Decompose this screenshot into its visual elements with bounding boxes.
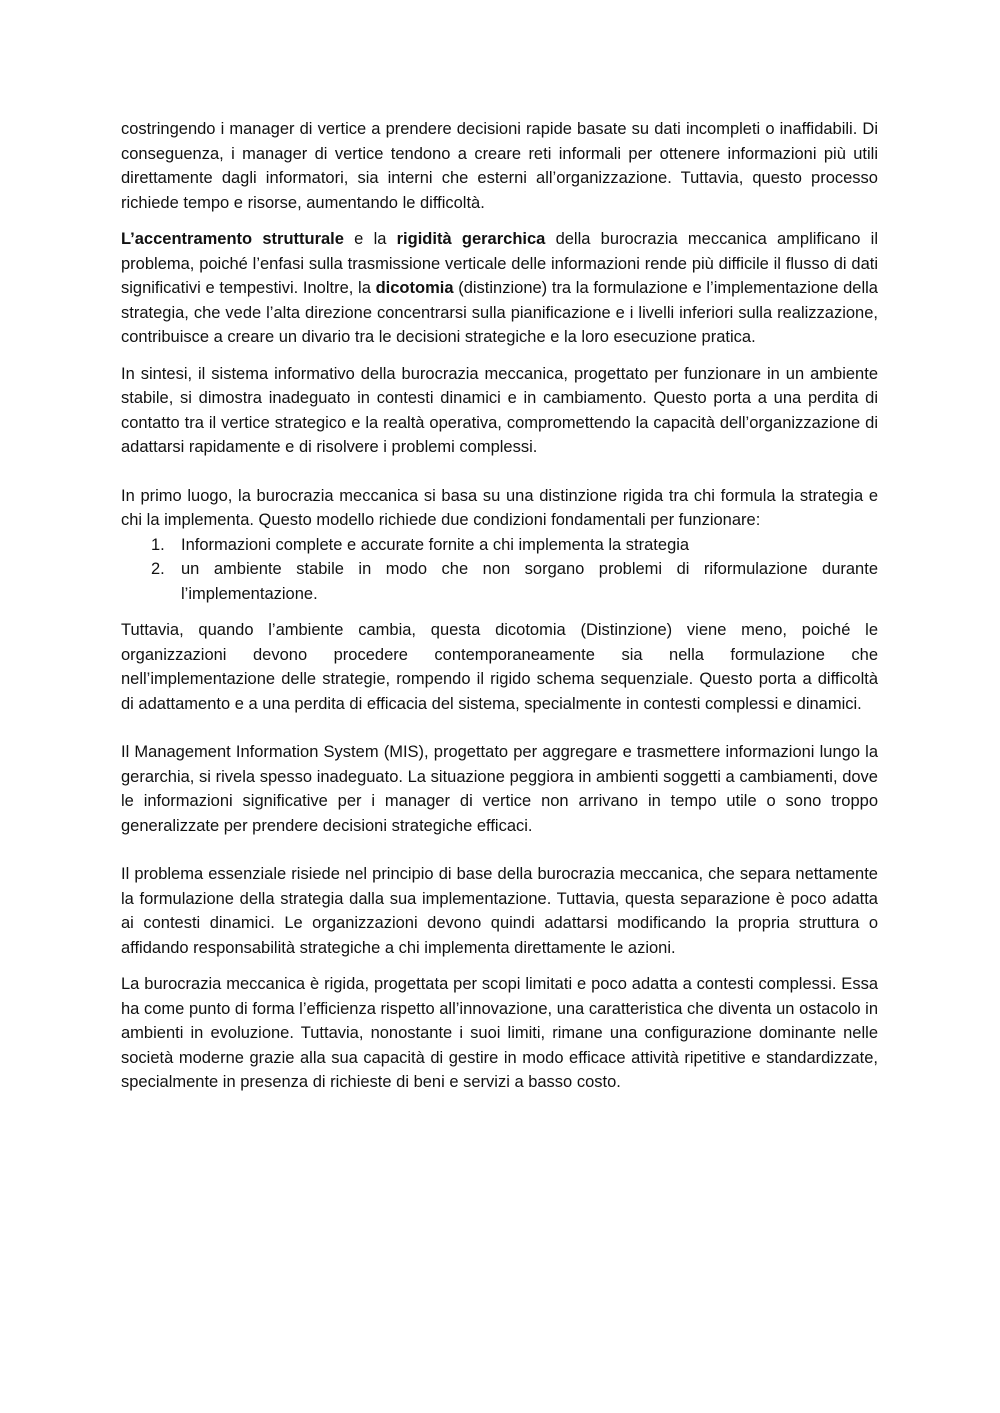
- paragraph-spacer: [121, 350, 878, 362]
- list-item-text: un ambiente stabile in modo che non sorgano problemi di riformulazione durante l’implementazione.: [181, 560, 878, 603]
- paragraph-spacer: [121, 606, 878, 618]
- paragraph-spacer: [121, 960, 878, 972]
- paragraph-conclusion: La burocrazia meccanica è rigida, progettata per scopi limitati e poco adatta a contesti complessi. Essa ha come punto di forma l’efficienza rispetto all’innovazione, una caratteristica che diventa un ostacolo in ambienti in evoluzione. Tuttavia, nonostante i suoi limiti, rimane una configurazione dominante nelle società moderne grazie alla sua capacità di gestire in modo efficace attività ripetitive e standardizzate, specialmente in presenza di richieste di beni e servizi a basso costo.: [121, 975, 878, 1091]
- bold-term-structural-centralization: L’accentramento strutturale: [121, 230, 344, 248]
- bold-term-hierarchical-rigidity: rigidità gerarchica: [396, 230, 546, 248]
- paragraph-first-place: In primo luogo, la burocrazia meccanica si basa su una distinzione rigida tra chi formula la strategia e chi la implementa. Questo modello richiede due condizioni fondamentali per funzionare:: [121, 486, 878, 529]
- list-item-text: Informazioni complete e accurate fornite a chi implementa la strategia: [181, 535, 690, 554]
- paragraph-text-segment: della burocrazia meccanica amplificano il problema, poiché l’enfasi sulla trasmissione verticale delle informazioni rende più difficile il flusso di dati significativi e tempestivi. Inoltre, la: [121, 230, 879, 297]
- paragraph-spacer: [121, 716, 878, 740]
- list-item-number: 2.: [151, 560, 165, 578]
- paragraph-text-segment: (distinzione) tra la formulazione e l’implementazione della strategia, che vede l’alta direzione concentrarsi sulla pianificazione e i livelli inferiori sulla realizzazione, contribuisce a creare un divario tra le decisioni strategiche e la loro esecuzione pratica.: [121, 279, 878, 346]
- paragraph-text-segment: e la: [343, 230, 397, 248]
- document-page: [121, 117, 878, 1095]
- conditions-list: [121, 533, 878, 607]
- paragraph-spacer: [121, 460, 878, 484]
- bold-term-dichotomy: dicotomia: [375, 279, 454, 297]
- paragraph-summary: In sintesi, il sistema informativo della burocrazia meccanica, progettato per funzionare in un ambiente stabile, si dimostra inadeguato in contesti dinamici e in cambiamento. Questo porta a una perdita di contatto tra il vertice strategico e la realtà operativa, compromettendo la capacità dell’organizzazione di adattarsi rapidamente e di risolvere i problemi complessi.: [121, 364, 878, 456]
- list-item: [151, 533, 878, 558]
- paragraph-spacer: [121, 838, 878, 862]
- list-item-number: 1.: [151, 535, 165, 554]
- paragraph-spacer: [121, 215, 878, 227]
- list-item: [151, 557, 878, 606]
- paragraph-structural-centralization: [121, 227, 878, 350]
- paragraph-decision-making: costringendo i manager di vertice a prendere decisioni rapide basate su dati incompleti o inaffidabili. Di conseguenza, i manager di vertice tendono a creare reti informali per ottenere informazioni più utili direttamente dagli informatori, sia interni che esterni all’organizzazione. Tuttavia, questo processo richiede tempo e risorse, aumentando le difficoltà.: [121, 120, 878, 212]
- paragraph-essential-problem: Il problema essenziale risiede nel principio di base della burocrazia meccanica, che separa nettamente la formulazione della strategia dalla sua implementazione. Tuttavia, questa separazione è poco adatta ai contesti dinamici. Le organizzazioni devono quindi adattarsi modificando la propria struttura o affidando responsabilità strategiche a chi implementa direttamente le azioni.: [121, 865, 878, 957]
- paragraph-environment-change: Tuttavia, quando l’ambiente cambia, questa dicotomia (Distinzione) viene meno, poiché le organizzazioni devono procedere contemporaneamente sia nella formulazione che nell’implementazione delle strategie, rompendo il rigido schema sequenziale. Questo porta a difficoltà di adattamento e a una perdita di efficacia del sistema, specialmente in contesti complessi e dinamici.: [121, 621, 878, 713]
- paragraph-mis: Il Management Information System (MIS), progettato per aggregare e trasmettere informazioni lungo la gerarchia, si rivela spesso inadeguato. La situazione peggiora in ambienti soggetti a cambiamenti, dove le informazioni significative per i manager di vertice non arrivano in tempo utile o sono troppo generalizzate per prendere decisioni strategiche efficaci.: [121, 743, 878, 835]
